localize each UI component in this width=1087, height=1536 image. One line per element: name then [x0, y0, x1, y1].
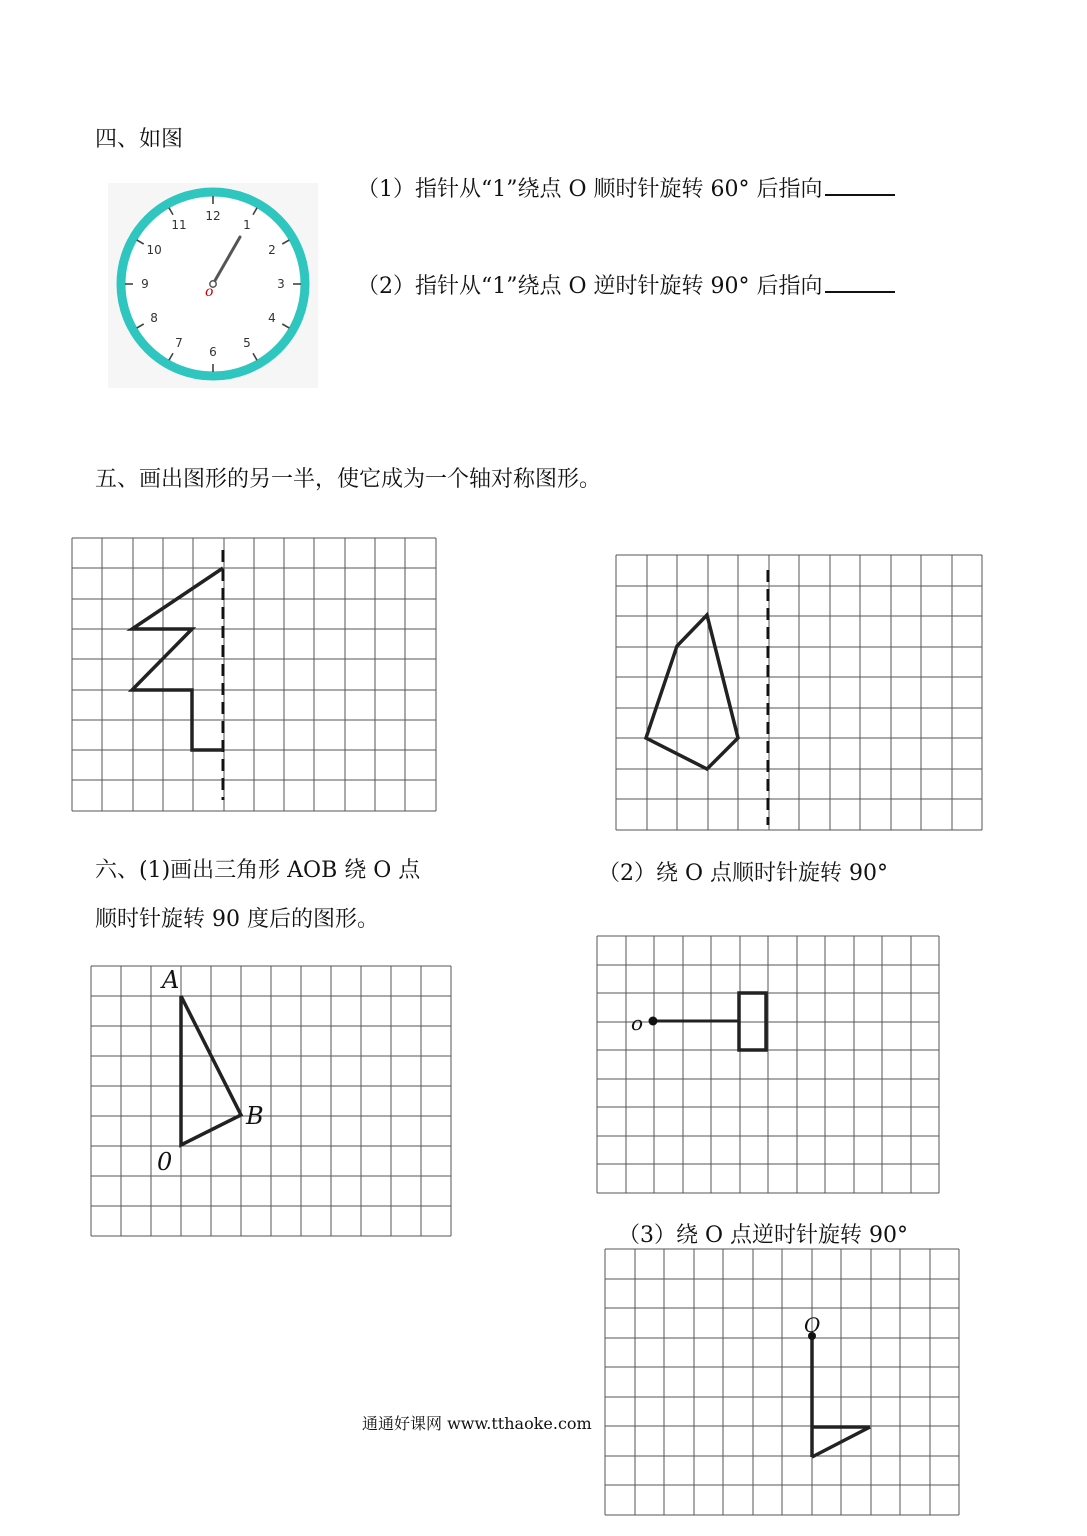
clock-number: 1 — [243, 218, 251, 233]
section6-q1-line1: 六、(1)画出三角形 AOB 绕 O 点 — [95, 858, 421, 883]
clock-number: 5 — [243, 335, 251, 350]
label-O-L: O — [804, 1313, 821, 1337]
clock-number: 8 — [150, 311, 158, 325]
clock-number: 2 — [268, 243, 276, 257]
clock-number: 3 — [277, 277, 285, 291]
section6-q2-title: （2）绕 O 点顺时针旋转 90° — [598, 861, 889, 886]
section5-title: 五、画出图形的另一半，使它成为一个轴对称图形。 — [95, 467, 602, 492]
clock-number: 4 — [268, 311, 276, 325]
label-O-rect: o — [631, 1011, 644, 1035]
label-A: A — [162, 966, 180, 994]
footer-watermark: 通通好课网 www.tthaoke.com — [362, 1414, 592, 1433]
clock-number: 7 — [175, 335, 183, 350]
clock-number: 10 — [146, 243, 162, 257]
q1-text: （1）指针从“1”绕点 O 顺时针旋转 60° 后指向 — [357, 177, 823, 202]
clock-number: 6 — [209, 345, 217, 359]
label-O-triangle: 0 — [157, 1148, 173, 1176]
clock-center-label: o — [205, 284, 214, 300]
clock-number: 9 — [141, 277, 149, 291]
section6-q3-title: （3）绕 O 点逆时针旋转 90° — [618, 1223, 909, 1248]
section6-q1-line2: 顺时针旋转 90 度后的图形。 — [95, 907, 379, 932]
label-B: B — [246, 1102, 264, 1130]
clock-number: 11 — [171, 218, 187, 233]
q2-text: （2）指针从“1”绕点 O 逆时针旋转 90° 后指向 — [357, 274, 823, 299]
section4-title: 四、如图 — [95, 127, 184, 152]
clock-number: 12 — [205, 209, 221, 223]
